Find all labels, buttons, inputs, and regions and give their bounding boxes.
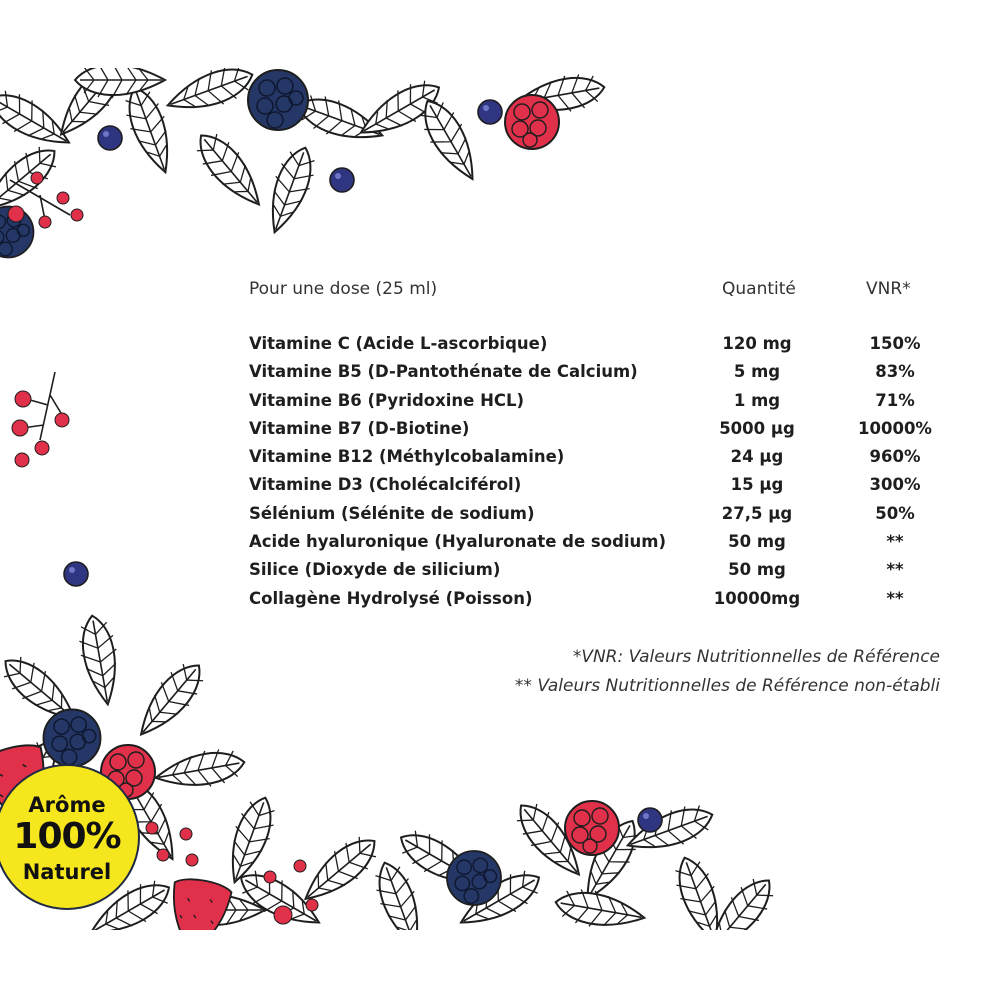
table-row (0, 447, 1000, 475)
nutrient-vnr: ** (886, 588, 904, 608)
nutrient-vnr: ** (886, 560, 904, 580)
top-leaf-cluster (0, 54, 607, 238)
nutrient-name: Vitamine B12 (Méthylcobalamine) (249, 447, 565, 467)
nutrient-quantity: 5000 µg (719, 418, 795, 438)
nutrient-name: Vitamine B7 (D-Biotine) (249, 418, 470, 438)
nutrient-name: Acide hyaluronique (Hyaluronate de sodium) (249, 532, 667, 552)
nutrient-quantity: 5 mg (733, 362, 781, 382)
blueberry-icon (638, 808, 662, 832)
raspberry-icon (505, 95, 559, 149)
nutrient-vnr: 150% (869, 334, 921, 353)
nutrient-vnr: 71% (875, 390, 915, 410)
blueberry-icon (478, 100, 502, 124)
nutrient-name: Collagène Hydrolysé (Poisson) (249, 588, 533, 608)
quantity-header: Quantité (722, 279, 796, 299)
nutrient-vnr: 83% (875, 362, 915, 382)
table-row (0, 334, 1000, 362)
nutrient-vnr: 300% (869, 475, 921, 495)
nutrient-vnr: 960% (869, 447, 921, 467)
table-row (0, 419, 1000, 447)
blackberry-icon (44, 710, 101, 767)
blueberry-icon (330, 168, 354, 192)
badge-line-aroma: Arôme (28, 793, 106, 817)
table-row (0, 362, 1000, 390)
table-row (0, 532, 1000, 560)
nutrient-quantity: 27,5 µg (721, 503, 793, 523)
nutrient-name: Silice (Dioxyde de silicium) (249, 560, 501, 580)
nutrition-table (0, 334, 1000, 617)
nutrient-name: Vitamine C (Acide L-ascorbique) (249, 334, 548, 353)
badge-line-percent: 100% (13, 816, 121, 857)
natural-aroma-badge (0, 764, 140, 910)
nutrient-quantity: 120 mg (722, 334, 792, 353)
nutrient-vnr: ** (886, 532, 904, 552)
nutrient-vnr: 50% (875, 503, 915, 523)
raspberry-icon (565, 801, 619, 855)
nutrient-name: Vitamine B6 (Pyridoxine HCL) (249, 390, 525, 410)
vnr-footnote: *VNR: Valeurs Nutritionnelles de Référence (572, 647, 940, 667)
nutrient-quantity: 1 mg (733, 390, 781, 410)
table-row (0, 475, 1000, 503)
blueberry-icon (98, 126, 122, 150)
nutrient-name: Vitamine B5 (D-Pantothénate de Calcium) (249, 362, 638, 382)
vnr-header: VNR* (866, 279, 911, 299)
nutrient-quantity: 10000mg (713, 588, 801, 608)
nutrient-quantity: 15 µg (730, 475, 784, 495)
badge-line-natural: Naturel (22, 860, 112, 884)
nutrient-quantity: 24 µg (730, 447, 784, 467)
nutrient-quantity: 50 mg (728, 532, 786, 552)
blackberry-icon (447, 851, 501, 905)
table-row (0, 504, 1000, 532)
nutrient-vnr: 10000% (858, 418, 932, 438)
table-row (0, 589, 1000, 617)
table-row (0, 560, 1000, 588)
vnr-not-established-footnote: ** Valeurs Nutritionnelles de Référence non-établi (514, 676, 940, 696)
blackberry-icon (248, 70, 308, 130)
nutrient-name: Vitamine D3 (Cholécalciférol) (249, 475, 522, 495)
table-row (0, 391, 1000, 419)
dose-header: Pour une dose (25 ml) (249, 279, 438, 299)
nutrient-name: Sélénium (Sélénite de sodium) (249, 503, 535, 523)
nutrient-quantity: 50 mg (728, 560, 786, 580)
